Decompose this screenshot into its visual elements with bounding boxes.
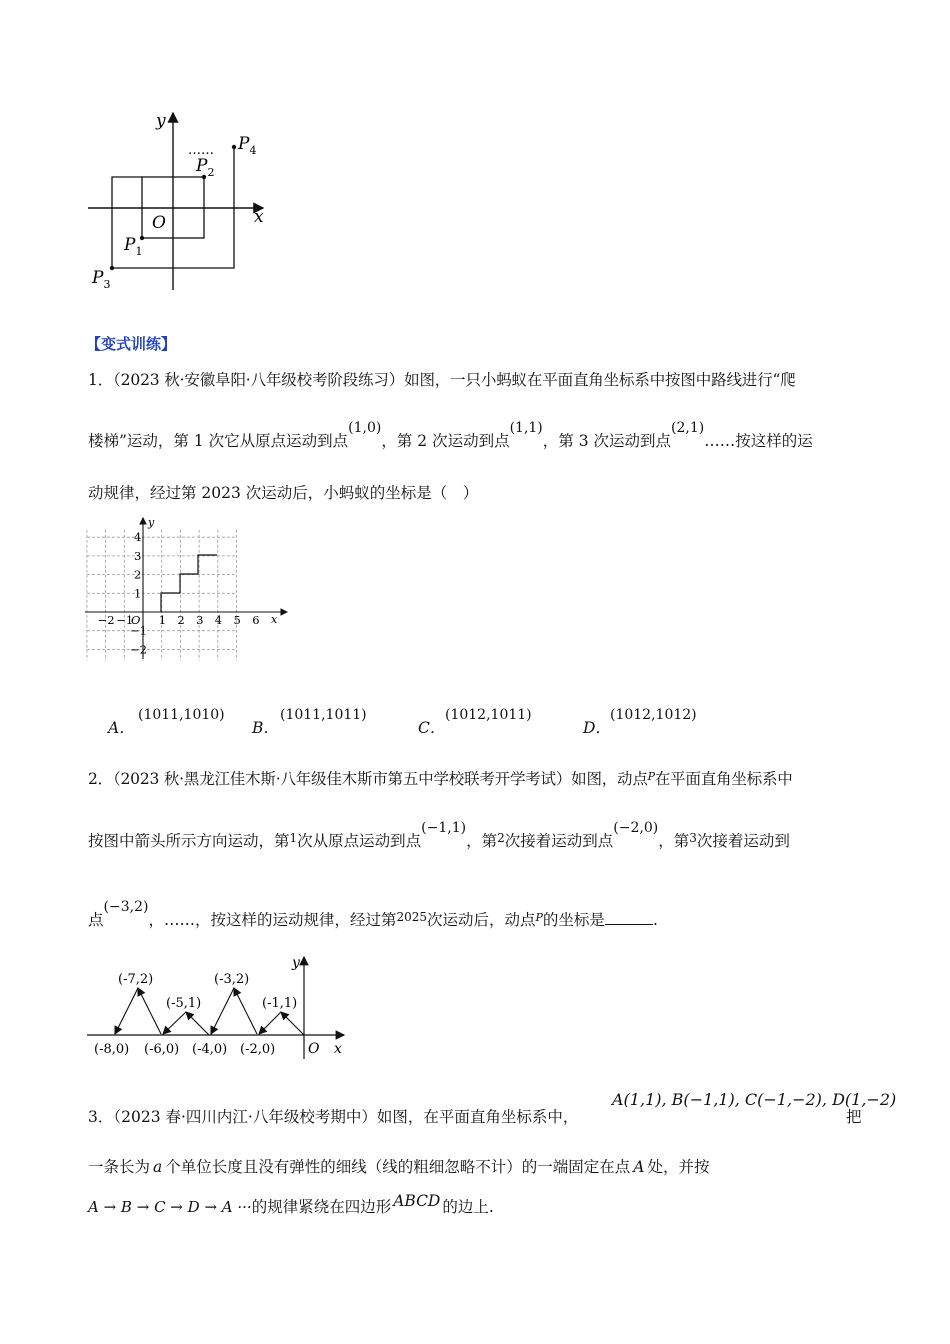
x-tick-label: 5	[233, 613, 241, 627]
x-tick-label: 1	[158, 613, 167, 627]
y-tick-label: −2	[130, 642, 147, 657]
section-heading: 【变式训练】	[86, 335, 177, 353]
q3-line1-end: 把	[846, 1108, 862, 1126]
q1-line1: 1．（2023 秋·安徽阜阳·八年级校考阶段练习）如图，一只小蚂蚁在平面直角坐标系中按图中路线进行“爬	[88, 371, 796, 389]
option-a[interactable]: A．	[108, 719, 135, 737]
y-tick-label: −1	[130, 623, 147, 638]
x-tick-label: 4	[214, 613, 223, 627]
q3-points-expr: A(1,1), B(−1,1), C(−1,−2), D(1,−2)	[612, 1090, 897, 1109]
x-tick-label: 3	[196, 613, 204, 627]
answer-blank[interactable]	[605, 912, 653, 925]
label-m6-0: (-6,0)	[144, 1042, 180, 1057]
label-m4-0: (-4,0)	[192, 1042, 228, 1057]
option-a-value: (1011,1010)	[138, 707, 225, 723]
q2-coord-1: (−1,1)	[421, 820, 467, 836]
label-m1-1: (-1,1)	[262, 996, 298, 1011]
q3-line2: 一条长为 a 个单位长度且没有弹性的细线（线的粗细忽略不计）的一端固定在点 A 处，并按	[88, 1158, 710, 1176]
q1-coord-3: (2,1)	[671, 420, 705, 436]
q2-line2: 按图中箭头所示方向运动，第$^1$次从原点运动到点(−1,1)，第$^2$次接着运动到点(−2,0)，第$^3$次接着运动到	[88, 820, 790, 850]
graph-y-label: y	[148, 516, 155, 529]
x-tick-labels	[98, 613, 260, 627]
q1-coord-1: (1,0)	[348, 420, 382, 436]
y-tick-label: 2	[134, 567, 142, 582]
y-tick-label: 1	[134, 586, 142, 601]
q2-coord-3: (−3,2)	[103, 899, 149, 915]
x-tick-label: O	[131, 613, 141, 627]
q3-line1: 3．（2023 春·四川内江·八年级校考期中）如图，在平面直角坐标系中，	[88, 1108, 579, 1126]
dots-label: ……	[188, 143, 214, 158]
option-d-value: (1012,1012)	[610, 707, 697, 723]
label-m7-2: (-7,2)	[118, 972, 154, 987]
y-label: y	[156, 111, 166, 131]
q2-line3: 点(−3,2)，……，按这样的运动规律，经过第$^{2025}$次运动后，动点$^P$的坐标是 .	[88, 899, 658, 929]
option-b-value: (1011,1011)	[280, 707, 367, 723]
staircase-graph	[85, 515, 290, 665]
p2-label: $P_2$	[196, 156, 215, 179]
graph-x-label: x	[271, 613, 278, 626]
p4-label: $P_4$	[238, 134, 257, 157]
x-tick-label: −2	[97, 613, 115, 627]
y-tick-label: 4	[134, 530, 142, 545]
label-m8-0: (-8,0)	[94, 1042, 130, 1057]
option-c-value: (1012,1011)	[445, 707, 532, 723]
q3-line3: A → B → C → D → A ···的规律紧绕在四边形 ABCD 的边上.	[88, 1192, 494, 1216]
origin-label: O	[308, 1041, 320, 1057]
label-m3-2: (-3,2)	[214, 972, 250, 987]
option-d[interactable]: D．	[583, 719, 611, 737]
origin-label: O	[152, 213, 166, 233]
q2-coord-2: (−2,0)	[613, 820, 659, 836]
label-m5-1: (-5,1)	[166, 996, 202, 1011]
staircase-path	[161, 555, 217, 612]
x-tick-label: 6	[252, 613, 260, 627]
p1-label: $P_1$	[124, 235, 143, 258]
y-label: y	[292, 955, 300, 971]
q1-coord-2: (1,1)	[509, 420, 543, 436]
dashed-grid	[87, 530, 237, 661]
label-m2-0: (-2,0)	[240, 1042, 276, 1057]
y-tick-label: 3	[134, 548, 142, 563]
p3-label: $P_3$	[92, 268, 111, 291]
x-tick-label: 2	[177, 613, 185, 627]
q2-line1: 2．（2023 秋·黑龙江佳木斯·八年级佳木斯市第五中学校联考开学考试）如图，动点$^P$在平面直角坐标系中	[88, 770, 793, 788]
point-p1	[140, 236, 144, 240]
x-tick-label: −1	[116, 613, 134, 627]
q1-line2: 楼梯”运动，第 1 次它从原点运动到点(1,0)，第 2 次运动到点(1,1)，第 3 次运动到点(2,1)……按这样的运	[88, 420, 813, 450]
zigzag-graph	[82, 953, 352, 1063]
spiral-figure	[80, 105, 290, 305]
option-b[interactable]: B．	[252, 719, 279, 737]
x-label: x	[254, 207, 264, 227]
point-p3	[110, 266, 114, 270]
x-label: x	[334, 1041, 342, 1057]
q1-line3: 动规律，经过第 2023 次运动后，小蚂蚁的坐标是（ ）	[88, 484, 479, 502]
option-c[interactable]: C．	[418, 719, 446, 737]
q3-sequence: A → B → C → D → A ···	[88, 1198, 252, 1216]
point-p4	[232, 145, 236, 149]
